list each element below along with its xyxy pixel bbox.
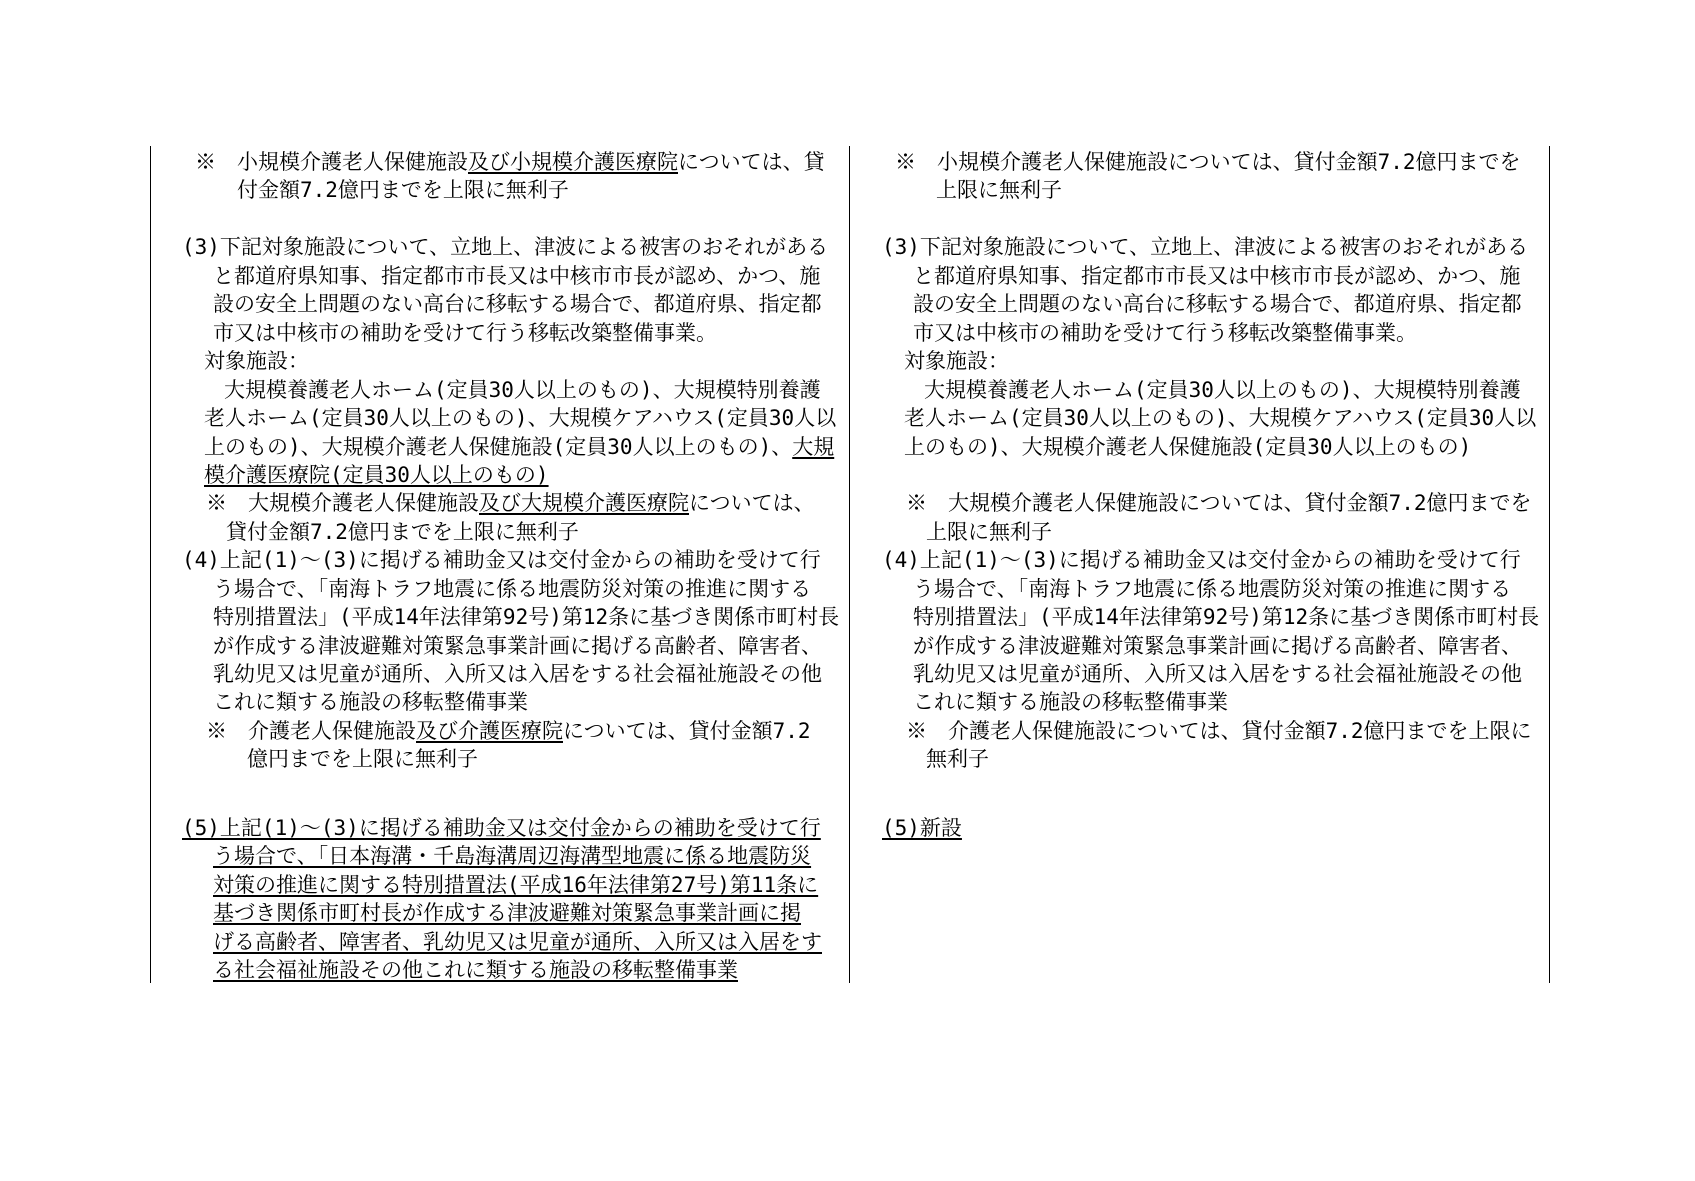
text-segment: 老人ホーム(定員30人以上のもの)、大規模ケアハウス(定員30人以 bbox=[204, 406, 837, 430]
text-segment: ※ 小規模介護老人保健施設については、貸付金額7.2億円までを bbox=[895, 150, 1521, 174]
text-segment: 無利子 bbox=[926, 747, 989, 771]
amended-text: 基づき関係市町村長が作成する津波避難対策緊急事業計画に掲 bbox=[213, 901, 801, 925]
text-segment: と都道府県知事、指定都市市長又は中核市市長が認め、かつ、施 bbox=[213, 264, 821, 288]
left-text-line bbox=[206, 717, 811, 745]
left-text-line bbox=[213, 290, 822, 318]
left-text-line bbox=[204, 404, 836, 432]
text-segment: 対象施設： bbox=[204, 349, 309, 373]
text-segment: 乳幼児又は児童が通所、入所又は入居をする社会福祉施設その他 bbox=[213, 662, 822, 686]
table-border-left bbox=[150, 146, 151, 983]
text-segment: 大規模養護老人ホーム(定員30人以上のもの)、大規模特別養護 bbox=[924, 378, 1521, 402]
right-text-line bbox=[882, 233, 1528, 261]
left-text-line bbox=[213, 928, 822, 956]
left-text-line bbox=[213, 575, 811, 603]
right-text-line bbox=[913, 290, 1522, 318]
amended-text: (5)新設 bbox=[882, 816, 962, 840]
text-segment: 市又は中核市の補助を受けて行う移転改築整備事業。 bbox=[213, 321, 717, 345]
text-segment: ※ 介護老人保健施設については、貸付金額7.2億円までを上限に bbox=[906, 719, 1532, 743]
right-text-line bbox=[913, 262, 1520, 290]
left-text-line bbox=[213, 660, 822, 688]
amended-text: 大規 bbox=[792, 435, 835, 459]
right-text-line bbox=[904, 404, 1536, 432]
text-segment: 億円までを上限に無利子 bbox=[247, 747, 478, 771]
amended-text: 対策の推進に関する特別措置法(平成16年法律第27号)第11条に bbox=[213, 873, 819, 897]
right-text-line bbox=[926, 745, 989, 773]
left-text-line bbox=[206, 489, 815, 517]
text-segment: ※ 大規模介護老人保健施設については、貸付金額7.2億円までを bbox=[906, 491, 1532, 515]
text-segment: 上のもの)、大規模介護老人保健施設(定員30人以上のもの)、 bbox=[204, 435, 793, 459]
left-text-line bbox=[226, 518, 579, 546]
left-text-line bbox=[182, 814, 821, 842]
text-segment: 上限に無利子 bbox=[936, 178, 1062, 202]
right-text-line bbox=[906, 489, 1532, 517]
left-text-line bbox=[213, 871, 818, 899]
text-segment: 大規模養護老人ホーム(定員30人以上のもの)、大規模特別養護 bbox=[224, 378, 821, 402]
left-text-line bbox=[182, 233, 828, 261]
text-segment: う場合で、「南海トラフ地震に係る地震防災対策の推進に関する bbox=[213, 577, 812, 601]
amended-text: (5)上記(1)～(3)に掲げる補助金又は交付金からの補助を受けて行 bbox=[182, 816, 821, 840]
right-text-line bbox=[924, 376, 1521, 404]
right-text-line bbox=[895, 148, 1521, 176]
right-text-line bbox=[904, 433, 1471, 461]
text-segment: が作成する津波避難対策緊急事業計画に掲げる高齢者、障害者、 bbox=[213, 634, 822, 658]
amended-text: う場合で、「日本海溝・千島海溝周辺海溝型地震に係る地震防災 bbox=[213, 844, 812, 868]
right-text-line bbox=[906, 717, 1532, 745]
left-text-line bbox=[204, 433, 834, 461]
text-segment: 貸付金額7.2億円までを上限に無利子 bbox=[226, 520, 579, 544]
text-segment: 設の安全上問題のない高台に移転する場合で、都道府県、指定都 bbox=[913, 292, 1522, 316]
text-segment: 対象施設： bbox=[904, 349, 1009, 373]
left-text-line bbox=[213, 956, 738, 984]
left-text-line bbox=[247, 745, 478, 773]
amended-text: 及び小規模介護医療院 bbox=[468, 150, 678, 174]
right-text-line bbox=[882, 814, 962, 842]
text-segment: については、貸 bbox=[678, 150, 825, 174]
left-text-line bbox=[237, 176, 569, 204]
text-segment: ※ 介護老人保健施設 bbox=[206, 719, 416, 743]
text-segment: (3)下記対象施設について、立地上、津波による被害のおそれがある bbox=[182, 235, 829, 259]
left-text-line bbox=[213, 319, 717, 347]
right-text-line bbox=[913, 575, 1511, 603]
right-text-line bbox=[913, 632, 1522, 660]
text-segment: (4)上記(1)～(3)に掲げる補助金又は交付金からの補助を受けて行 bbox=[182, 548, 821, 572]
amended-text: 及び介護医療院 bbox=[416, 719, 563, 743]
text-segment: ※ 大規模介護老人保健施設 bbox=[206, 491, 479, 515]
left-text-line bbox=[204, 347, 309, 375]
text-segment: これに類する施設の移転整備事業 bbox=[213, 690, 528, 714]
right-text-line bbox=[904, 347, 1009, 375]
text-segment: これに類する施設の移転整備事業 bbox=[913, 690, 1228, 714]
right-text-line bbox=[913, 603, 1539, 631]
text-segment: 市又は中核市の補助を受けて行う移転改築整備事業。 bbox=[913, 321, 1417, 345]
left-text-line bbox=[213, 842, 811, 870]
text-segment: (3)下記対象施設について、立地上、津波による被害のおそれがある bbox=[882, 235, 1529, 259]
amended-text: 及び大規模介護医療院 bbox=[479, 491, 689, 515]
text-segment: 上限に無利子 bbox=[926, 520, 1052, 544]
text-segment: う場合で、「南海トラフ地震に係る地震防災対策の推進に関する bbox=[913, 577, 1512, 601]
text-segment: 乳幼児又は児童が通所、入所又は入居をする社会福祉施設その他 bbox=[913, 662, 1522, 686]
table-border-right bbox=[1549, 146, 1550, 983]
left-text-line bbox=[195, 148, 825, 176]
text-segment: については、貸付金額7.2 bbox=[563, 719, 811, 743]
right-text-line bbox=[936, 176, 1062, 204]
left-text-line bbox=[213, 603, 839, 631]
right-text-line bbox=[913, 319, 1417, 347]
left-text-line bbox=[213, 688, 528, 716]
right-text-line bbox=[913, 660, 1522, 688]
right-text-line bbox=[913, 688, 1228, 716]
right-text-line bbox=[926, 518, 1052, 546]
table-border-middle bbox=[849, 146, 850, 983]
text-segment: 老人ホーム(定員30人以上のもの)、大規模ケアハウス(定員30人以 bbox=[904, 406, 1537, 430]
text-segment: については、 bbox=[689, 491, 815, 515]
text-segment: 特別措置法」(平成14年法律第92号)第12条に基づき関係市町村長 bbox=[913, 605, 1540, 629]
text-segment: 特別措置法」(平成14年法律第92号)第12条に基づき関係市町村長 bbox=[213, 605, 840, 629]
text-segment: (4)上記(1)～(3)に掲げる補助金又は交付金からの補助を受けて行 bbox=[882, 548, 1521, 572]
left-text-line bbox=[213, 262, 820, 290]
left-text-line bbox=[224, 376, 821, 404]
left-text-line bbox=[182, 546, 821, 574]
left-text-line bbox=[213, 899, 801, 927]
amended-text: げる高齢者、障害者、乳幼児又は児童が通所、入所又は入居をす bbox=[213, 930, 822, 954]
text-segment: 付金額7.2億円までを上限に無利子 bbox=[237, 178, 569, 202]
text-segment: が作成する津波避難対策緊急事業計画に掲げる高齢者、障害者、 bbox=[913, 634, 1522, 658]
left-text-line bbox=[204, 461, 549, 489]
text-segment: 上のもの)、大規模介護老人保健施設(定員30人以上のもの) bbox=[904, 435, 1472, 459]
amended-text: 模介護医療院(定員30人以上のもの) bbox=[204, 463, 549, 487]
right-text-line bbox=[882, 546, 1521, 574]
left-text-line bbox=[213, 632, 822, 660]
text-segment: と都道府県知事、指定都市市長又は中核市市長が認め、かつ、施 bbox=[913, 264, 1521, 288]
text-segment: ※ 小規模介護老人保健施設 bbox=[195, 150, 468, 174]
amended-text: る社会福祉施設その他これに類する施設の移転整備事業 bbox=[213, 958, 738, 982]
text-segment: 設の安全上問題のない高台に移転する場合で、都道府県、指定都 bbox=[213, 292, 822, 316]
